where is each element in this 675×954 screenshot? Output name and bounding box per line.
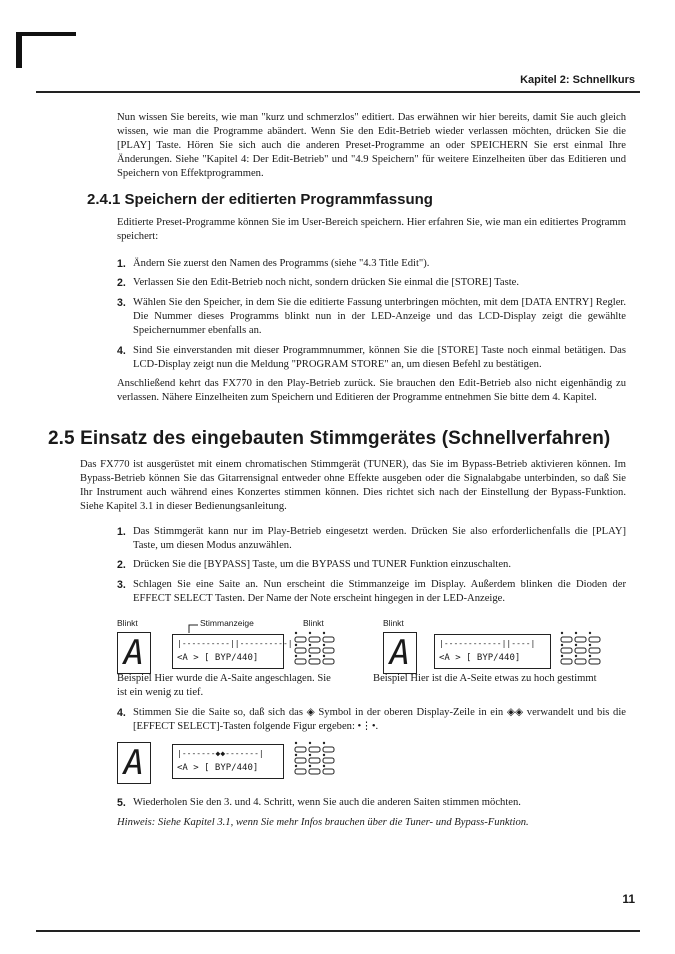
step-number: 2. (117, 277, 126, 289)
lcd-status-line: <A > [ BYP/440] (177, 653, 259, 663)
led-display (117, 632, 151, 674)
section-heading-2-5: 2.5 Einsatz des eingebauten Stimmgerätes (Schnellverfahren) (48, 428, 611, 449)
chapter-header: Kapitel 2: Schnellkurs (520, 74, 635, 86)
step-number: 4. (117, 345, 126, 357)
step-text: Stimmen Sie die Saite so, daß sich das ◈ Symbol in der oberen Display-Zeile in ein ◈◈ verwandelt und bis die [EFFECT SELECT]-Tasten folgende Figur ergeben: •⋮•. (133, 707, 626, 732)
corner-registration-mark (16, 32, 76, 68)
lcd-tuning-meter: |-------◆◆-------| (177, 749, 264, 758)
effect-select-buttons-icon (294, 741, 336, 775)
section-heading-2-4-1: 2.4.1 Speichern der editierten Programmfassung (87, 191, 433, 208)
header-rule (36, 91, 640, 93)
step-text: Wiederholen Sie den 3. und 4. Schritt, wenn Sie auch die anderen Saiten stimmen möchten. (133, 797, 521, 808)
list-item (117, 296, 626, 338)
list-item (117, 578, 626, 606)
step-text: Ändern Sie zuerst den Namen des Programms (siehe "4.3 Title Edit"). (133, 258, 430, 269)
step-number: 1. (117, 526, 126, 538)
step-text: Wählen Sie den Speicher, in dem Sie die editierte Fassung unterbringen möchten, mit dem [DATA ENTRY] Regler. Die Nummer dieses Programms blinkt nun in der LED-Anzeige und das LCD-Display zeigt die gewählte Speichernummer ebenfalls an. (133, 297, 626, 336)
step-text: Sind Sie einverstanden mit dieser Programmnummer, können Sie die [STORE] Taste noch einmal betätigen. Das LCD-Display zeigt nun die Meldung "PROGRAM STORE" an, um diesen Befehl zu bestätigen. (133, 345, 626, 370)
section-2-4-1-outro: Anschließend kehrt das FX770 in den Play-Betrieb zurück. Sie brauchen den Edit-Betrieb also nicht eigenhändig zu verlassen. Nähere Einzelheiten zum Speichern und Editieren der Programme entnehmen Sie bitte dem 4. Kapitel. (117, 378, 626, 403)
lcd-display (172, 744, 284, 779)
step-number: 4. (117, 707, 126, 719)
callout-line (186, 621, 206, 633)
step-text: Schlagen Sie eine Saite an. Nun erscheint die Stimmanzeige im Display. Außerdem blinken die Dioden der EFFECT SELECT Tasten. Der Name der Note erscheint hingegen in der LED-Anzeige. (133, 579, 626, 604)
stimmanzeige-label: Stimmanzeige (200, 618, 254, 628)
step-text: Das Stimmgerät kann nur im Play-Betrieb eingesetzt werden. Drücken Sie also erforderlichenfalls die [PLAY] Taste, um diesen Modus anzuwählen. (133, 526, 626, 551)
led-note: A (123, 743, 145, 783)
section-2-5-intro: Das FX770 ist ausgerüstet mit einem chromatischen Stimmgerät (TUNER), das Sie im Bypass-Betrieb aktivieren können. Im Bypass-Betrieb können Sie das Gitarrensignal entweder ohne Effekte ausgeben oder die Signalabgabe unterbinden, so daß Sie Ihr Instrument auch während eines Konzertes stimmen können. Dies richtet sich nach der Einstellung der Bypass-Funktion. Siehe Kapitel 3.1 in dieser Bedienungsanleitung. (80, 459, 626, 512)
page-number: 11 (622, 892, 635, 906)
led-note: A (123, 633, 145, 673)
step-number: 3. (117, 579, 126, 591)
figure-caption: Beispiel Hier ist die A-Seite etwas zu hoch gestimmt (373, 673, 597, 684)
effect-select-buttons-icon (560, 631, 602, 665)
hinweis-note: Hinweis: Siehe Kapitel 3.1, wenn Sie mehr Infos brauchen über die Tuner- und Bypass-Funktion. (117, 817, 529, 828)
lcd-tuning-meter: |----------||----------| (177, 639, 293, 648)
list-item (117, 276, 626, 290)
lcd-status-line: <A > [ BYP/440] (439, 653, 521, 663)
step-text: Verlassen Sie den Edit-Betrieb noch nicht, sondern drücken Sie einmal die [STORE] Taste. (133, 277, 520, 288)
step-number: 2. (117, 559, 126, 571)
lcd-display (434, 634, 551, 669)
list-item (117, 525, 626, 553)
list-item (117, 257, 626, 271)
list-item (117, 344, 626, 372)
led-display (383, 632, 417, 674)
led-display (117, 742, 151, 784)
lcd-tuning-meter: |------------||----| (439, 639, 536, 648)
blinkt-label: Blinkt (117, 618, 138, 628)
list-item (117, 706, 626, 734)
lcd-display (172, 634, 293, 669)
step-number: 1. (117, 258, 126, 270)
list-item (117, 796, 626, 810)
step-number: 3. (117, 297, 126, 309)
blinkt-label: Blinkt (383, 618, 404, 628)
step-text: Drücken Sie die [BYPASS] Taste, um die BYPASS und TUNER Funktion einzuschalten. (133, 559, 511, 570)
list-item (117, 558, 626, 572)
step-number: 5. (117, 797, 126, 809)
figure-caption: Beispiel Hier wurde die A-Saite angeschlagen. Sie ist ein wenig zu tief. (117, 673, 331, 698)
lcd-status-line: <A > [ BYP/440] (177, 763, 259, 773)
section-2-4-1-intro: Editierte Preset-Programme können Sie im User-Bereich speichern. Hier erfahren Sie, wie man ein editiertes Programm speichert: (117, 217, 626, 242)
footer-rule (36, 930, 640, 932)
effect-select-buttons-icon (294, 631, 336, 665)
intro-paragraph: Nun wissen Sie bereits, wie man "kurz und schmerzlos" editiert. Das erwähnen wir hier bereits, damit Sie auch gleich wissen, wie man die Programme abändert. Wenn Sie den Edit-Betrieb wieder verlassen möchten, drücken Sie die [PLAY] Taste. Hören Sie sich auch die anderen Preset-Programme an oder SPEICHERN Sie erst einmal Ihre Änderungen. Siehe "Kapitel 4: Der Edit-Betrieb" und "4.9 Speichern" für weitere Einzelheiten über das Editieren und Speichern von Effektprogrammen. (117, 112, 626, 179)
led-note: A (389, 633, 411, 673)
blinkt-label: Blinkt (303, 618, 324, 628)
